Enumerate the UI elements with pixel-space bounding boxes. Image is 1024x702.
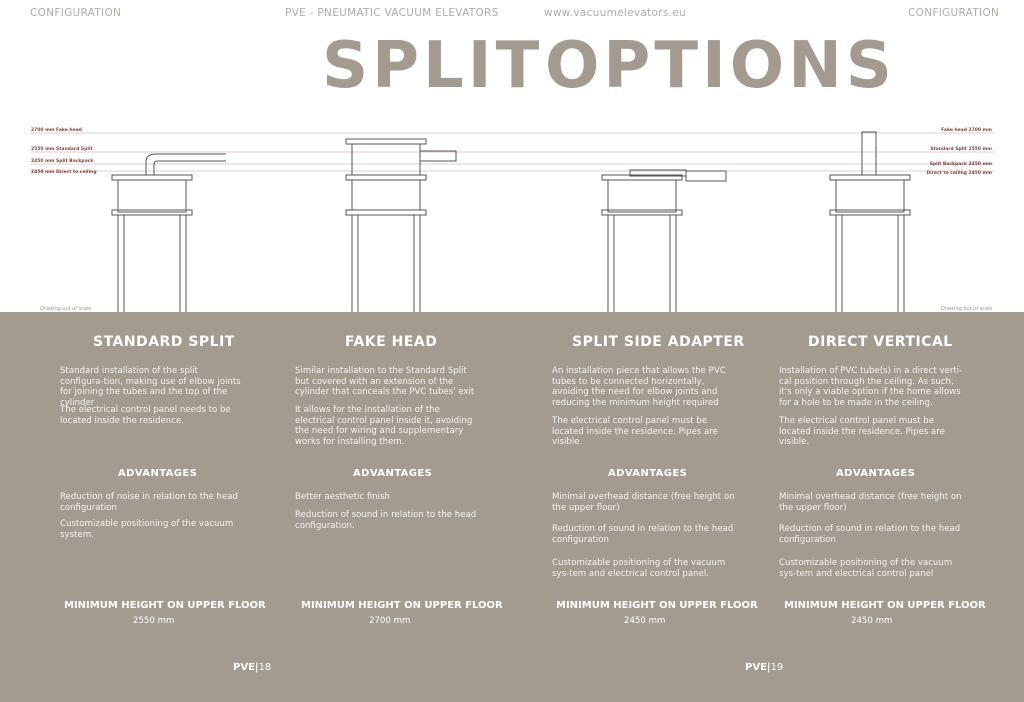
advantage-item: Reduction of sound in relation to the head configuration (779, 524, 961, 545)
elevator-elevation-drawing (0, 120, 1024, 312)
advantages-heading: ADVANTAGES (353, 468, 433, 479)
page-brand: PVE (233, 662, 255, 673)
elevator-standard-split (112, 154, 226, 312)
advantage-item: Minimal overhead distance (free height on the upper floor) (552, 492, 735, 513)
page-number-value: 19 (770, 662, 784, 673)
drawing-scale-note-right: Drawing out of scale (941, 306, 993, 312)
advantage-item: Minimal overhead distance (free height on the upper floor) (779, 492, 962, 513)
advantage-item: Better aesthetic finish (295, 492, 390, 502)
advantages-heading: ADVANTAGES (118, 468, 198, 479)
options-info-band (0, 312, 1024, 702)
elevator-direct-vertical (830, 132, 910, 312)
min-height-value: 2700 mm (369, 616, 411, 626)
drawing-scale-note-left: Drawing out of scale (40, 306, 92, 312)
min-height-value: 2450 mm (624, 616, 666, 626)
header-section-label-right: CONFIGURATION (908, 7, 1000, 19)
option-description-note: The electrical control panel must be located inside the residence. Pipes are visible. (779, 416, 945, 448)
level-label-right-standard-split: Standard Split 2550 mm (930, 147, 992, 152)
level-label-left-split-backpack: 2450 mm Split Backpack (31, 159, 94, 164)
level-label-left-standard-split: 2550 mm Standard Split (31, 147, 93, 152)
min-height-label: MINIMUM HEIGHT ON UPPER FLOOR (556, 600, 758, 611)
min-height-value: 2450 mm (851, 616, 893, 626)
level-label-left-fake-head: 2700 mm Fake head (31, 128, 82, 133)
elevator-fake-head (346, 139, 456, 312)
advantage-item: Reduction of sound in relation to the head configuration (552, 524, 734, 545)
advantage-item: Reduction of sound in relation to the head configuration. (295, 510, 477, 531)
option-description-note: The electrical control panel must be located inside the residence. Pipes are visible. (552, 416, 718, 448)
option-description-note: The electrical control panel needs to be located inside the residence. (60, 405, 231, 426)
advantage-item: Customizable positioning of the vacuum sys-tem and electrical control panel. (552, 558, 726, 579)
page-number-left: PVE|18 (233, 662, 272, 673)
option-description-note: It allows for the installation of the electrical control panel inside it, avoiding the need for wiring and supplementary works for installing them. (295, 405, 473, 447)
option-description: An installation piece that allows the PVC tubes to be connected horizontally, avoiding the need for elbow joints and reducing the minimum height required (552, 366, 726, 408)
page-number-right: PVE|19 (745, 662, 784, 673)
option-title: DIRECT VERTICAL (808, 334, 953, 350)
header-url: www.vacuumelevators.eu (544, 7, 686, 19)
option-description: Installation of PVC tube(s) in a direct verti-cal position through the ceiling. As such, it's only a viable option if the home allows for a hole to be made in the ceiling. (779, 366, 963, 408)
advantage-item: Reduction of noise in relation to the head configuration (60, 492, 238, 513)
header-section-label-left: CONFIGURATION (30, 7, 122, 19)
option-description: Similar installation to the Standard Split but covered with an extension of the cylinder that conceals the PVC tubes' exit (295, 366, 475, 398)
level-lines (30, 133, 994, 171)
advantages-heading: ADVANTAGES (608, 468, 688, 479)
page-title-split: SPLIT (322, 29, 544, 103)
advantage-item: Customizable positioning of the vacuum sys-tem and electrical control panel (779, 558, 953, 579)
min-height-label: MINIMUM HEIGHT ON UPPER FLOOR (784, 600, 986, 611)
min-height-value: 2550 mm (133, 616, 175, 626)
option-title: SPLIT SIDE ADAPTER (572, 334, 745, 350)
option-description: Standard installation of the split configura-tion, making use of elbow joints for joining the tubes and the top of the cylinder (60, 366, 241, 408)
page-title-options: OPTIONS (545, 29, 896, 103)
elevator-split-side-adapter (602, 170, 726, 312)
level-label-left-direct-ceiling: 2450 mm Direct to ceiling (31, 170, 97, 175)
level-label-right-fake-head: Fake head 2700 mm (941, 128, 992, 133)
page-brand: PVE (745, 662, 767, 673)
level-label-right-direct-ceiling: Direct to ceiling 2450 mm (926, 171, 992, 176)
page-number-value: 18 (258, 662, 272, 673)
min-height-label: MINIMUM HEIGHT ON UPPER FLOOR (301, 600, 503, 611)
level-label-right-split-backpack: Split Backpack 2450 mm (929, 162, 992, 167)
advantage-item: Customizable positioning of the vacuum system. (60, 519, 234, 540)
advantages-heading: ADVANTAGES (836, 468, 916, 479)
option-title: FAKE HEAD (345, 334, 438, 350)
min-height-label: MINIMUM HEIGHT ON UPPER FLOOR (64, 600, 266, 611)
option-title: STANDARD SPLIT (93, 334, 235, 350)
header-brand-title: PVE - PNEUMATIC VACUUM ELEVATORS (285, 7, 499, 19)
